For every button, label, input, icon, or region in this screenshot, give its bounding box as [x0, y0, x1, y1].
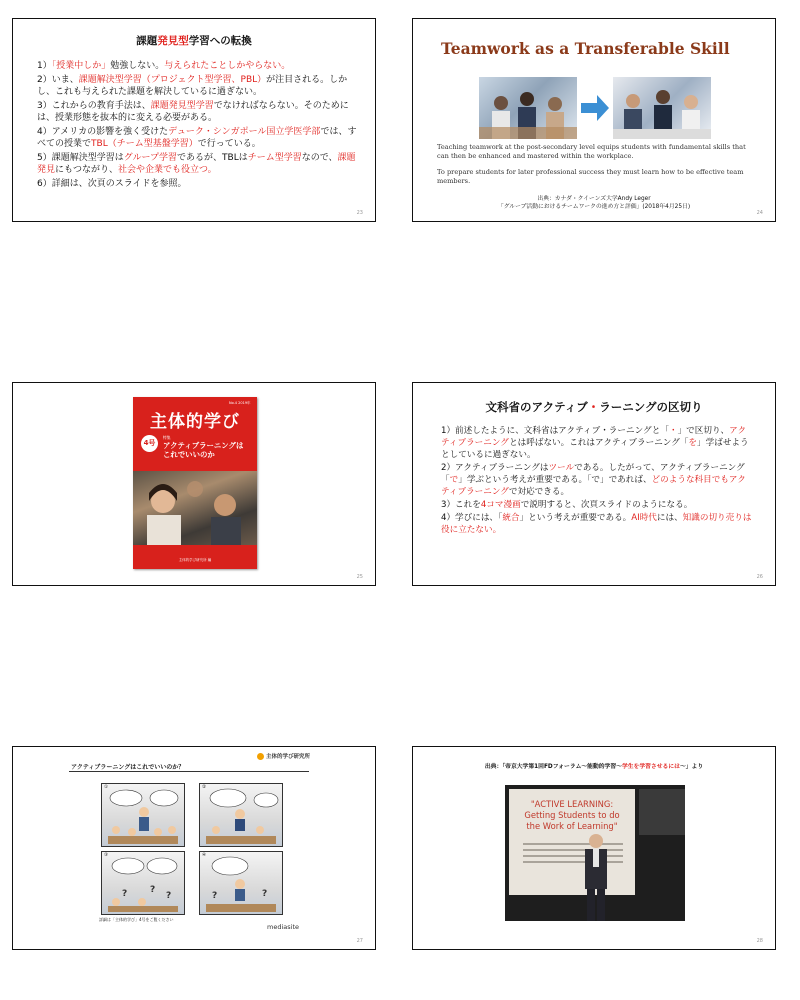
page-number: 23: [356, 210, 363, 216]
classroom-illustration: [200, 784, 282, 846]
list-item: [441, 499, 753, 511]
institute-logo: [257, 752, 310, 760]
text: 6）詳細は、次頁のスライドを参照。: [37, 178, 187, 189]
text: 5）課題解決型学習は: [37, 152, 124, 163]
panel-number: ①: [104, 785, 109, 790]
slide-title: Teamwork as a Transferable Skill: [441, 39, 730, 58]
page-number: 26: [756, 574, 763, 580]
page-number: 27: [356, 938, 363, 944]
photo-strip: [479, 77, 711, 139]
teamwork-photo-students: [479, 77, 577, 139]
highlight: 課題発見型学習: [150, 100, 214, 111]
cover-photo: [133, 471, 257, 545]
comic-panel: [101, 851, 185, 915]
teamwork-photo-office: [613, 77, 711, 139]
list-item: [37, 126, 359, 151]
text: で対応できる。: [508, 487, 570, 497]
highlight: アクティブラーニング: [441, 426, 747, 448]
title-part: 学習への転換: [188, 35, 252, 47]
svg-text:?: ?: [262, 889, 268, 899]
sun-logo-icon: [257, 753, 264, 760]
source-highlight: 学生を学習させるには: [621, 764, 680, 770]
text: で説明すると、次頁スライドのようになる。: [520, 500, 693, 510]
text: 3）これからの教育手法は、: [37, 100, 151, 111]
people-illustration: [479, 77, 577, 139]
list-item: [37, 152, 359, 177]
side-banner: [639, 789, 685, 835]
text: である。したがって、アクティブラーニング「: [441, 463, 745, 485]
classroom-illustration: [102, 784, 184, 846]
page-number: 25: [356, 574, 363, 580]
highlight: 課題解決型学習（プロジェクト型学習、PBL）: [78, 74, 267, 85]
highlight: 「授業中しか」: [51, 61, 111, 71]
text: にもつながり、: [55, 165, 119, 175]
text: 1）前述したように、文科省はアクティブ・ラーニングと「: [441, 426, 669, 436]
text: で行っている。: [197, 139, 261, 149]
people-illustration: [613, 77, 711, 139]
comic-question: アクティブラーニングはこれでいいのか？: [71, 764, 185, 771]
page-number: 28: [756, 938, 763, 944]
slide-24: [412, 18, 776, 222]
highlight: 4コマ漫画: [480, 500, 521, 510]
highlight: ツール: [548, 463, 575, 473]
title-part: 課題: [136, 35, 158, 47]
issue-badge: 4号: [141, 435, 158, 452]
slide-28: [412, 746, 776, 950]
text: 1）: [37, 61, 52, 71]
source-text: 出典：「帝京大学第1回FDフォーラム～能動的学習～: [484, 764, 622, 770]
text: 」で区切り、: [677, 426, 730, 436]
highlight: どのような科目でもアクティブラーニング: [441, 475, 746, 497]
text: 4）アメリカの影響を強く受けた: [37, 126, 169, 137]
slide-body: [437, 143, 757, 193]
panel-number: ③: [104, 853, 109, 858]
text: 2）いま、: [37, 74, 79, 85]
svg-text:?: ?: [122, 889, 128, 899]
text: 」学ばせようとしているに過ぎない。: [441, 438, 749, 460]
text: 2）アクティブラーニングは: [441, 463, 549, 473]
highlight: TBL（チーム型基盤学習）: [91, 139, 198, 149]
speaker-figure: [581, 831, 611, 921]
item-list: [37, 60, 359, 190]
subtitle-line: アクティブラーニングは: [163, 441, 244, 450]
book-issue-label: No.4 2019年: [229, 401, 251, 405]
paragraph: To prepare students for later professional success they must learn how to be effective team members.: [437, 168, 744, 185]
students-illustration: [133, 471, 257, 545]
right-arrow-icon: [581, 95, 609, 121]
subtitle-line: これでいいのか: [163, 450, 215, 459]
source-line: 「グループ活動におけるチームワークの進め方と評価」(2018年4月25日): [497, 204, 691, 210]
text: では、すべての授業で: [37, 126, 357, 149]
page-number: 24: [756, 210, 763, 216]
highlight: グループ学習: [123, 152, 178, 163]
highlight: 社会や企業でも役立つ。: [118, 165, 217, 175]
comic-caption: 詳細は「主体的学び」4号をご覧ください: [99, 917, 174, 922]
title-part: ラーニングの区切り: [599, 400, 703, 414]
feature-label: 特集: [163, 435, 171, 440]
panel-number: ④: [202, 853, 207, 858]
comic-panel: [199, 783, 283, 847]
highlight: で: [449, 475, 459, 485]
text: 勉強しない。: [110, 61, 165, 71]
list-item: [37, 100, 359, 125]
highlight: 課題発見: [37, 152, 356, 175]
text: とは呼ばない。これはアクティブラーニング「: [509, 438, 689, 448]
title-part: 文科省のアクティブ: [485, 400, 588, 414]
slide-27: [12, 746, 376, 950]
slide-title: [13, 33, 375, 48]
comic-panel: [199, 851, 283, 915]
highlight: 与えられたことしかやらない。: [164, 61, 291, 71]
divider: [69, 771, 309, 772]
text: であるが、TBLは: [177, 152, 248, 163]
svg-text:?: ?: [166, 891, 172, 901]
classroom-illustration: [200, 852, 282, 914]
source-line: 出典：カナダ・クイーンズ大学Andy Leger: [537, 196, 651, 202]
projection-screen: [509, 789, 635, 895]
list-item: [37, 60, 359, 73]
text: には、: [656, 513, 683, 523]
title-highlight: 発見型: [157, 35, 189, 47]
highlight: 知識の切り売りは役に立たない。: [441, 513, 752, 535]
text: が注目される。しかし、これも与えられた課題を解決しているに過ぎない。: [37, 74, 348, 97]
svg-text:?: ?: [212, 891, 218, 901]
highlight: ・: [668, 426, 678, 436]
panel-number: ②: [202, 785, 207, 790]
slide-23: [12, 18, 376, 222]
slide-title: [413, 399, 775, 415]
title-dot: ・: [587, 400, 600, 414]
source-citation: [413, 761, 775, 770]
list-item: [37, 74, 359, 99]
item-list: [441, 425, 753, 536]
highlight: デューク・シンガポール国立学医学部: [168, 126, 321, 137]
highlight: を: [688, 438, 698, 448]
classroom-illustration: [102, 852, 184, 914]
source-citation: [413, 195, 775, 211]
text: 3）これを: [441, 500, 481, 510]
list-item: [441, 425, 753, 461]
list-item: [441, 512, 753, 536]
mediasite-logo: mediasite: [267, 923, 299, 931]
text: でなければならない。そのためには、授業形態を抜本的に変える必要がある。: [37, 100, 349, 123]
logo-text: 主体的学び研究所: [266, 754, 311, 760]
svg-text:?: ?: [150, 885, 156, 895]
list-item: [37, 178, 359, 191]
text: 」という考えが重要である。: [519, 513, 632, 523]
lecture-photo: [505, 785, 685, 921]
text: なので、: [301, 152, 338, 163]
paragraph: Teaching teamwork at the post-secondary level equips students with fundamental skills that can then be enhanced and mastered within the workplace.: [437, 143, 746, 160]
slide-25: [12, 382, 376, 586]
text: 4）学びには、「: [441, 513, 503, 523]
source-text: ～」より: [679, 764, 704, 770]
highlight: チーム型学習: [247, 152, 302, 163]
text: 」学ぶという考えが重要である。「で」であれば、: [458, 475, 652, 485]
screen-title: "ACTIVE LEARNING: Getting Students to do the Work of Learning": [524, 799, 620, 831]
book-cover: [133, 397, 257, 569]
highlight: AI時代: [631, 513, 657, 523]
comic-panel: [101, 783, 185, 847]
list-item: [441, 462, 753, 498]
book-title: 主体的学び: [150, 412, 240, 432]
slide-26: [412, 382, 776, 586]
book-publisher: 主体的学び研究所 編: [178, 558, 212, 562]
highlight: 統合: [502, 513, 520, 523]
book-subtitle: [163, 441, 243, 459]
